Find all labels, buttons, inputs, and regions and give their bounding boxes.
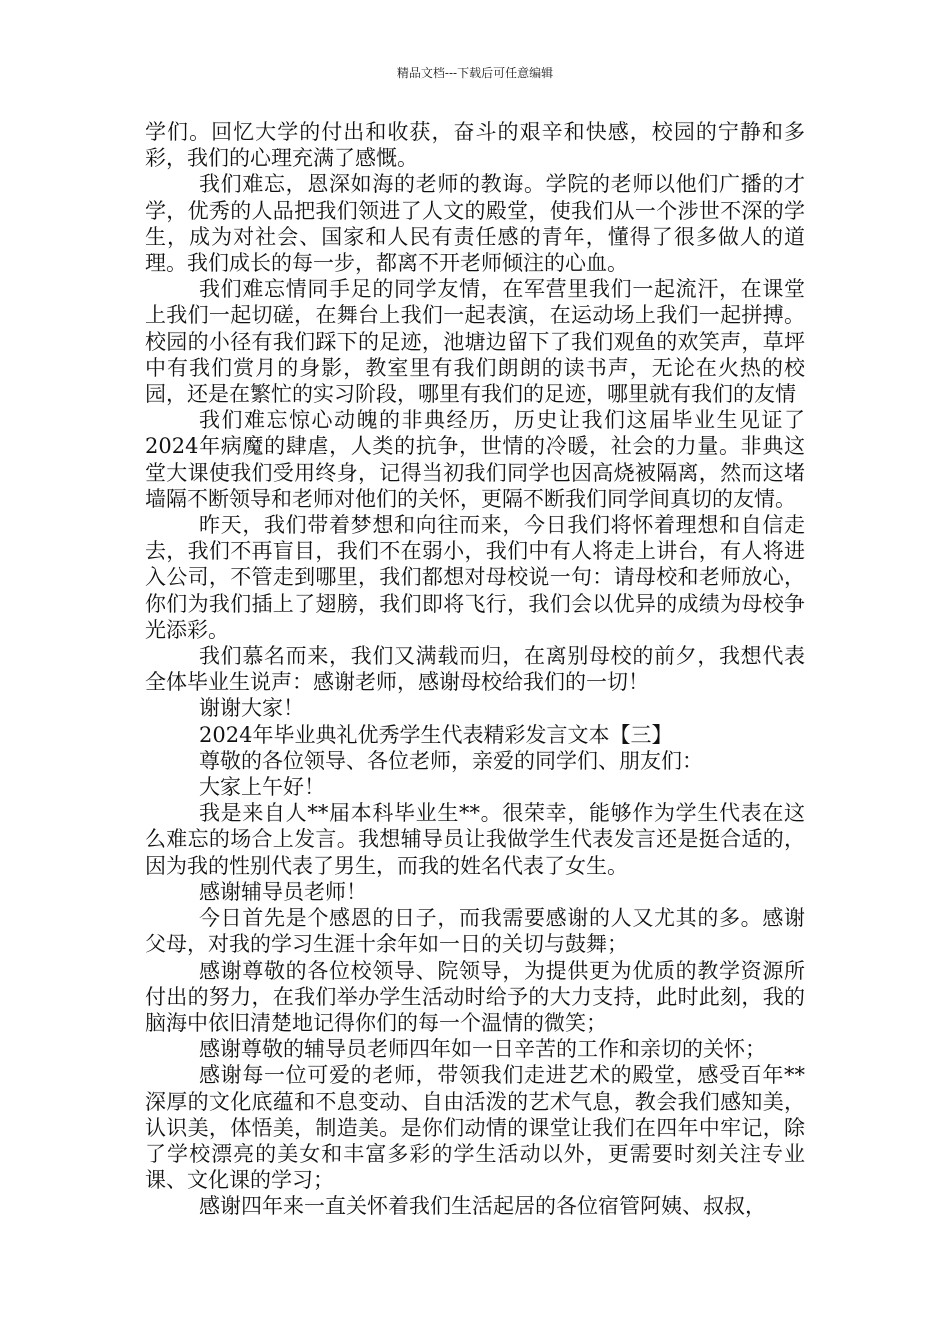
paragraph: 今日首先是个感恩的日子，而我需要感谢的人又尤其的多。感谢父母，对我的学习生涯十余年如一日的关切与鼓舞； [145,906,805,957]
paragraph: 感谢四年来一直关怀着我们生活起居的各位宿管阿姨、叔叔， [199,1194,766,1219]
paragraph: 2024年毕业典礼优秀学生代表精彩发言文本【三】 [199,722,673,747]
document-body [145,119,805,1220]
page-header: 精品文档---下载后可任意编辑 [396,66,554,80]
paragraph: 我们难忘，恩深如海的老师的教诲。学院的老师以他们广播的才学，优秀的人品把我们领进了人文的殿堂，使我们从一个涉世不深的学生，成为对社会、国家和人民有责任感的青年，懂得了很多做人的道理。我们成长的每一步，都离不开老师倾注的心血。 [145,172,805,276]
paragraph: 感谢辅导员老师！ [199,879,367,904]
paragraph: 感谢尊敬的各位校领导、院领导，为提供更为优质的教学资源所付出的努力，在我们举办学生活动时给予的大力支持，此时此刻，我的脑海中依旧清楚地记得你们的每一个温情的微笑； [145,958,805,1035]
paragraph: 谢谢大家！ [199,696,304,721]
paragraph: 我们难忘惊心动魄的非典经历，历史让我们这届毕业生见证了2024年病魔的肆虐，人类的抗争，世情的冷暖，社会的力量。非典这堂大课使我们受用终身，记得当初我们同学也因高烧被隔离，然而这堵墙隔不断领导和老师对他们的关怀，更隔不断我们同学间真切的友情。 [145,408,805,511]
paragraph: 我是来自人**届本科毕业生**。很荣幸，能够作为学生代表在这么难忘的场合上发言。我想辅导员让我做学生代表发言还是挺合适的，因为我的性别代表了男生，而我的姓名代表了女生。 [145,801,805,878]
paragraph: 大家上午好！ [199,775,325,800]
paragraph: 昨天，我们带着梦想和向往而来，今日我们将怀着理想和自信走去，我们不再盲目，我们不在弱小，我们中有人将走上讲台，有人将进入公司，不管走到哪里，我们都想对母校说一句：请母校和老师放心，你们为我们插上了翅膀，我们即将飞行，我们会以优异的成绩为母校争光添彩。 [145,513,805,642]
paragraph: 学们。回忆大学的付出和收获，奋斗的艰辛和快感，校园的宁静和多彩，我们的心理充满了感慨。 [145,120,805,171]
paragraph: 尊敬的各位领导、各位老师，亲爱的同学们、朋友们： [199,748,703,773]
paragraph: 感谢每一位可爱的老师，带领我们走进艺术的殿堂，感受百年**深厚的文化底蕴和不息变动、自由活泼的艺术气息，教会我们感知美，认识美，体悟美，制造美。是你们动情的课堂让我们在四年中牢记，除了学校漂亮的美女和丰富多彩的学生活动以外，更需要时刻关注专业课、文化课的学习； [145,1063,805,1193]
paragraph: 我们难忘情同手足的同学友情，在军营里我们一起流汗，在课堂上我们一起切磋，在舞台上我们一起表演，在运动场上我们一起拼搏。校园的小径有我们踩下的足迹，池塘边留下了我们观鱼的欢笑声，草坪中有我们赏月的身影，教室里有我们朗朗的读书声，无论在火热的校园，还是在繁忙的实习阶段，哪里有我们的足迹，哪里就有我们的友情 [145,277,805,407]
paragraph: 感谢尊敬的辅导员老师四年如一日辛苦的工作和亲切的关怀； [199,1037,766,1062]
paragraph: 我们慕名而来，我们又满载而归，在离别母校的前夕，我想代表全体毕业生说声：感谢老师，感谢母校给我们的一切！ [145,644,805,695]
